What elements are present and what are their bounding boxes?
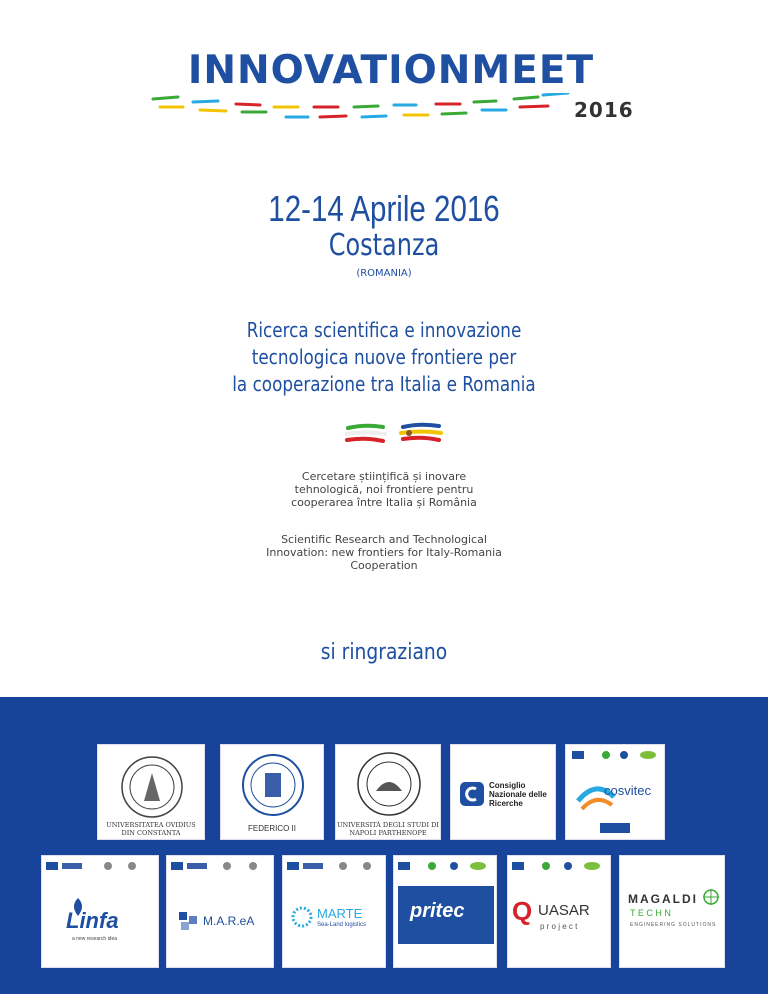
cnr-name-line: Ricerche: [489, 799, 523, 808]
parthenope-seal-icon: [356, 751, 422, 817]
sponsor-cosvitec: [565, 744, 665, 840]
italian-subtitle-line: Ricerca scientifica e innovazione: [246, 318, 522, 342]
event-date: 12-14 Aprile 2016: [268, 188, 500, 229]
sponsor-federico: [220, 744, 324, 840]
quasar-q-icon: Q: [512, 896, 533, 926]
ovidius-seal-icon: [120, 755, 184, 819]
cosvitec-name: cosvitec: [604, 783, 651, 798]
ovidius-caption: [98, 821, 204, 837]
eu-funding-logos-icon: [572, 750, 660, 760]
italian-subtitle-line: la cooperazione tra Italia e Romania: [232, 372, 536, 396]
parthenope-caption-line: NAPOLI PARTHENOPE: [349, 829, 427, 837]
romanian-subtitle-line: tehnologică, noi frontiere pentru: [294, 483, 474, 496]
italy-romania-flags-icon: [345, 422, 445, 448]
sponsor-linfa: [41, 855, 159, 968]
magaldi-techno: T E C H N: [630, 908, 671, 918]
cnr-name-line: Nazionale delle: [489, 790, 547, 799]
federico-caption: FEDERICO II: [247, 824, 296, 833]
cnr-name-line: Consiglio: [489, 781, 526, 790]
parthenope-caption: [336, 821, 440, 837]
marte-tagline: Sea-Land logistics: [317, 922, 367, 928]
ovidius-caption-line: UNIVERSITATEA OVIDIUS: [106, 821, 196, 829]
sponsor-cnr: [450, 744, 556, 840]
sponsor-marea: [166, 855, 274, 968]
eu-funding-logos-icon: [398, 861, 494, 871]
linfa-name: Linfa: [66, 908, 119, 933]
magaldi-tagline: ENGINEERING SOLUTIONS: [630, 922, 717, 928]
english-subtitle: [0, 533, 768, 572]
eu-funding-logos-icon: [512, 861, 608, 871]
sponsor-pritec: [393, 855, 497, 968]
sponsors-panel: [0, 697, 768, 994]
marte-name: MARTE: [317, 906, 363, 921]
cnr-name: [489, 781, 547, 808]
sponsor-ovidius: [97, 744, 205, 840]
magaldi-crosshair-icon: [702, 888, 720, 906]
sponsor-marte: [282, 855, 386, 968]
logo-color-dashes: [148, 93, 578, 133]
eu-funding-logos-icon: [171, 861, 271, 871]
quasar-name: UASAR: [538, 902, 590, 919]
magaldi-name: MAGALDI: [628, 892, 698, 906]
italian-subtitle: [61, 317, 706, 398]
sponsor-parthenope: [335, 744, 441, 840]
eu-funding-logos-icon: [46, 861, 156, 871]
thanks-heading: si ringraziano: [320, 640, 448, 665]
quasar-tagline: p r o j e c t: [540, 922, 578, 931]
parthenope-caption-line: UNIVERSITÀ DEGLI STUDI DI: [337, 821, 439, 829]
cnr-logo-icon: [459, 781, 485, 807]
romanian-subtitle-line: cooperarea între Italia și România: [291, 496, 477, 509]
event-country: (ROMANIA): [356, 268, 412, 279]
eu-funding-logos-icon: [287, 861, 383, 871]
regione-logo-icon: [600, 821, 630, 835]
sponsor-magaldi: [619, 855, 725, 968]
english-subtitle-line: Cooperation: [350, 559, 418, 572]
romanian-subtitle-line: Cercetare științifică și inovare: [301, 470, 467, 483]
marea-logo-icon: [177, 910, 201, 932]
marte-dots-icon: [291, 906, 313, 928]
pritec-name: pritec: [410, 900, 465, 922]
logo-year: 2016: [574, 98, 634, 122]
romanian-subtitle: [0, 470, 768, 509]
federico-seal-icon: [241, 753, 305, 817]
sponsor-quasar: [507, 855, 611, 968]
ovidius-caption-line: DIN CONSTANTA: [121, 829, 181, 837]
english-subtitle-line: Innovation: new frontiers for Italy-Romania: [266, 546, 502, 559]
linfa-tagline: a new research idea: [72, 936, 118, 942]
marea-name: M.A.R.eA: [203, 914, 255, 928]
logo-title: INNOVATIONMEET: [187, 48, 595, 93]
english-subtitle-line: Scientific Research and Technological: [281, 533, 487, 546]
event-city: Costanza: [328, 228, 440, 263]
italian-subtitle-line: tecnologica nuove frontiere per: [251, 345, 517, 369]
innovationmeet-logo: [148, 48, 634, 138]
